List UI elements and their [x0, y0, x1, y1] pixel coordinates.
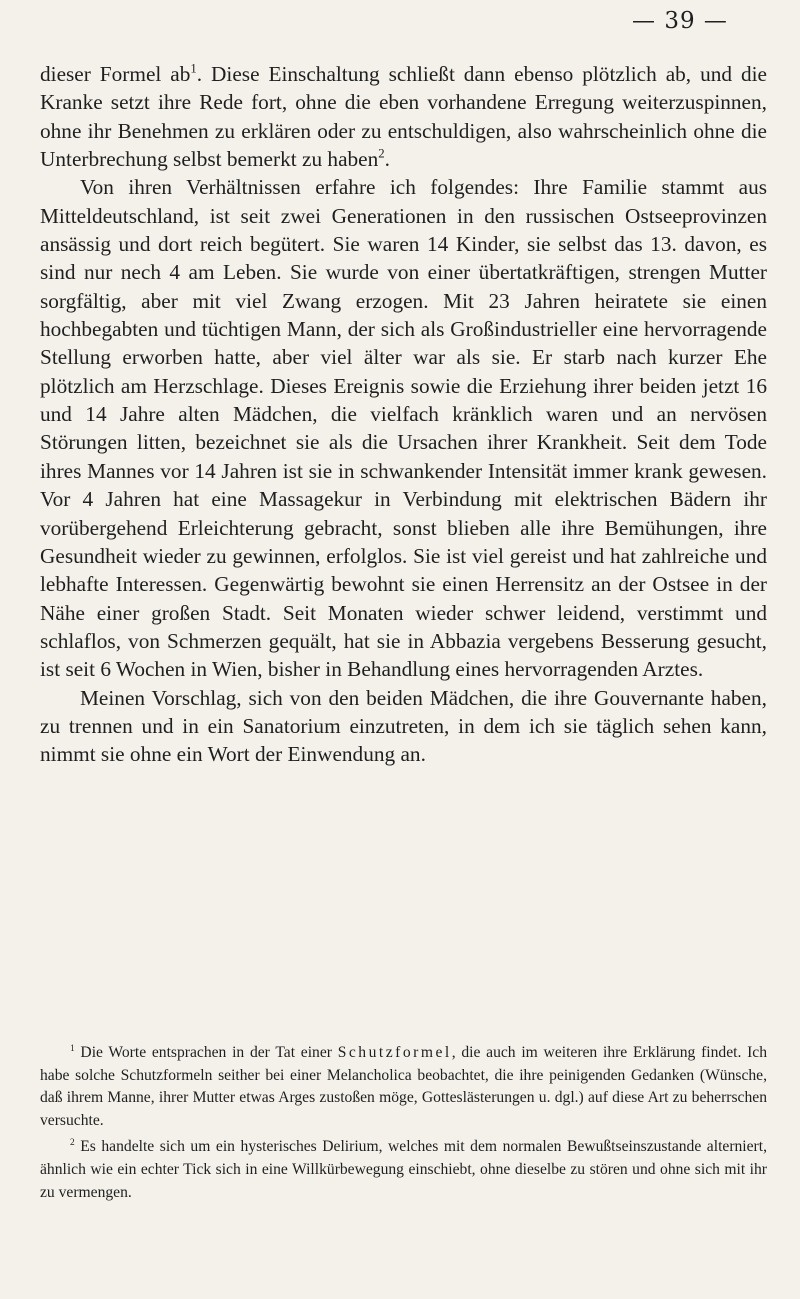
footnote-mark-1: 1 [70, 1043, 75, 1054]
page-number: — 39 — [632, 8, 728, 34]
footnotes [40, 1042, 767, 1208]
footnote-1: $^1$ Die Worte entsprachen in der Tat einer Schutzformel, die auch im weiteren ihre Erklärung findet. Ich habe solche Schutzformeln seither bei einer Melancholica beobachtet, die ihre peinigenden Gedanken (Wünsche, daß ihrem Manne, ihrer Mutter etwas Arges zustoßen möge, Gotteslästerungen u. dgl.) auf diese Art zu beherrschen versuchte. [40, 1043, 767, 1129]
emphasized-term: Schutzformel [337, 1044, 452, 1061]
footnote-mark-2: 2 [70, 1138, 75, 1149]
footnote-ref-1: 1 [190, 61, 197, 76]
footnote-2: $^2$ Es handelte sich um ein hysterisches Delirium, welches mit dem normalen Bewußtseinszustande alterniert, ähnlich wie ein echter Tick sich in eine Willkürbewegung einschiebt, ohne dieselbe zu stören und ohne sich mit ihr zu vermengen. [40, 1138, 767, 1201]
paragraph-3: Meinen Vorschlag, sich von den beiden Mädchen, die ihre Gouvernante haben, zu trennen und in ein Sanatorium einzutreten, in dem ich sie täglich sehen kann, nimmt sie ohne ein Wort der Einwendung an. [40, 685, 767, 767]
footnote-ref-2: 2 [378, 146, 385, 161]
paragraph-2: Von ihren Verhältnissen erfahre ich folgendes: Ihre Familie stammt aus Mitteldeutschland, ist seit zwei Generationen in den russischen Ostseeprovinzen ansässig und dort reich begütert. Sie waren 14 Kinder, sie selbst das 13. davon, es sind nur nech 4 am Leben. Sie wurde von einer übertatkräftigen, strengen Mutter sorgfältig, aber mit viel Zwang erzogen. Mit 23 Jahren heiratete sie einen hochbegabten und tüchtigen Mann, der sich als Großindustrieller eine hervorragende Stellung erworben hatte, aber viel älter war als sie. Er starb nach kurzer Ehe plötzlich am Herzschlage. Dieses Ereignis sowie die Erziehung ihrer beiden jetzt 16 und 14 Jahre alten Mädchen, die vielfach kränklich waren und an nervösen Störungen litten, bezeichnet sie als die Ursachen ihrer Krankheit. Seit dem Tode ihres Mannes vor 14 Jahren ist sie in schwankender Intensität immer krank gewesen. Vor 4 Jahren hat eine Massagekur in Verbindung mit elektrischen Bädern ihr vorübergehend Erleichterung gebracht, sonst blieben alle ihre Bemühungen, ihre Gesundheit wieder zu gewinnen, erfolglos. Sie ist viel gereist und hat zahlreiche und lebhafte Interessen. Gegenwärtig bewohnt sie einen Herrensitz an der Ostsee in der Nähe einer großen Stadt. Seit Monaten wieder schwer leidend, verstimmt und schlaflos, von Schmerzen gequält, hat sie in Abbazia vergebens Besserung gesucht, ist seit 6 Wochen in Wien, bisher in Behandlung eines hervorragenden Arztes. [40, 175, 767, 682]
main-text [40, 60, 767, 769]
paragraph-1: dieser Formel $ab^1$. Diese Einschaltung schließt dann ebenso plötzlich ab, und die Kranke setzt ihre Rede fort, ohne die eben vorhandene Erregung weiterzuspinnen, ohne ihr Benehmen zu erklären oder zu entschuldigen, also wahrscheinlich ohne die Unterbrechung selbst bemerkt zu haben$^2$. [40, 61, 767, 172]
